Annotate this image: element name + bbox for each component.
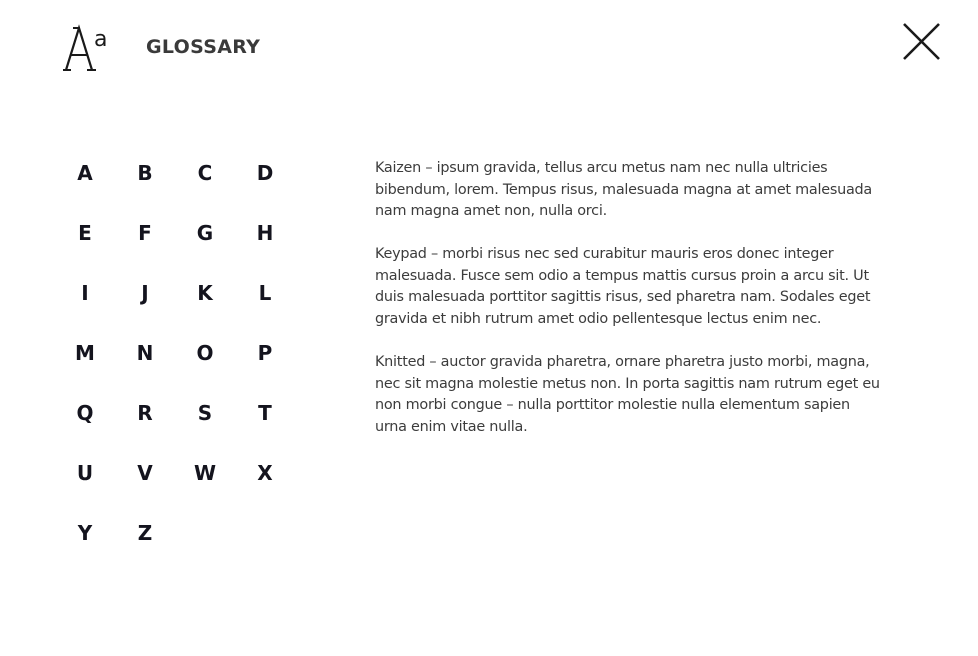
letter-o[interactable]: O (196, 341, 214, 365)
letter-s[interactable]: S (197, 401, 213, 425)
letter-f[interactable]: F (138, 221, 152, 245)
letter-j[interactable]: J (141, 281, 149, 305)
page-title: GLOSSARY (146, 36, 261, 58)
letter-i[interactable]: I (81, 281, 89, 305)
letter-t[interactable]: T (258, 401, 272, 425)
letter-z[interactable]: Z (137, 521, 153, 545)
letter-a[interactable]: A (77, 161, 93, 185)
letter-n[interactable]: N (136, 341, 154, 365)
letter-q[interactable]: Q (76, 401, 94, 425)
letter-m[interactable]: M (75, 341, 95, 365)
letter-c[interactable]: C (197, 161, 213, 185)
letter-y[interactable]: Y (77, 521, 93, 545)
letter-v[interactable]: V (137, 461, 153, 485)
close-button[interactable] (898, 19, 944, 65)
letter-k[interactable]: K (197, 281, 213, 305)
letter-w[interactable]: W (193, 461, 217, 485)
glossary-logo-icon (62, 22, 116, 74)
letter-l[interactable]: L (258, 281, 272, 305)
letter-x[interactable]: X (257, 461, 273, 485)
glossary-entry-keypad: Keypad – morbi risus nec sed curabitur mauris eros donec integer malesuada. Fusce sem odio a tempus mattis cursus proin a arcu sit. Ut duis malesuada porttitor sagittis risus, sed pharetra nam. Sodales eget gravida et nibh rutrum amet odio pellentesque lectus enim nec. (375, 246, 871, 328)
letter-e[interactable]: E (78, 221, 92, 245)
alphabet-index (55, 143, 295, 563)
letter-g[interactable]: G (196, 221, 214, 245)
glossary-entry-knitted: Knitted – auctor gravida pharetra, ornare pharetra justo morbi, magna, nec sit magna molestie metus non. In porta sagittis nam rutrum eget eu non morbi congue – nulla porttitor molestie nulla elementum sapien urna enim vitae nulla. (375, 354, 880, 435)
close-icon[interactable] (898, 19, 944, 65)
glossary-entries (375, 158, 880, 460)
letter-b[interactable]: B (137, 161, 153, 185)
letter-u[interactable]: U (76, 461, 94, 485)
letter-h[interactable]: H (256, 221, 274, 245)
letter-d[interactable]: D (256, 161, 274, 185)
glossary-entry-kaizen: Kaizen – ipsum gravida, tellus arcu metus nam nec nulla ultricies bibendum, lorem. Tempus risus, malesuada magna at amet malesuada nam magna amet non, nulla orci. (375, 160, 872, 220)
letter-r[interactable]: R (137, 401, 153, 425)
letter-p[interactable]: P (257, 341, 273, 365)
svg-text:a: a (94, 27, 108, 52)
